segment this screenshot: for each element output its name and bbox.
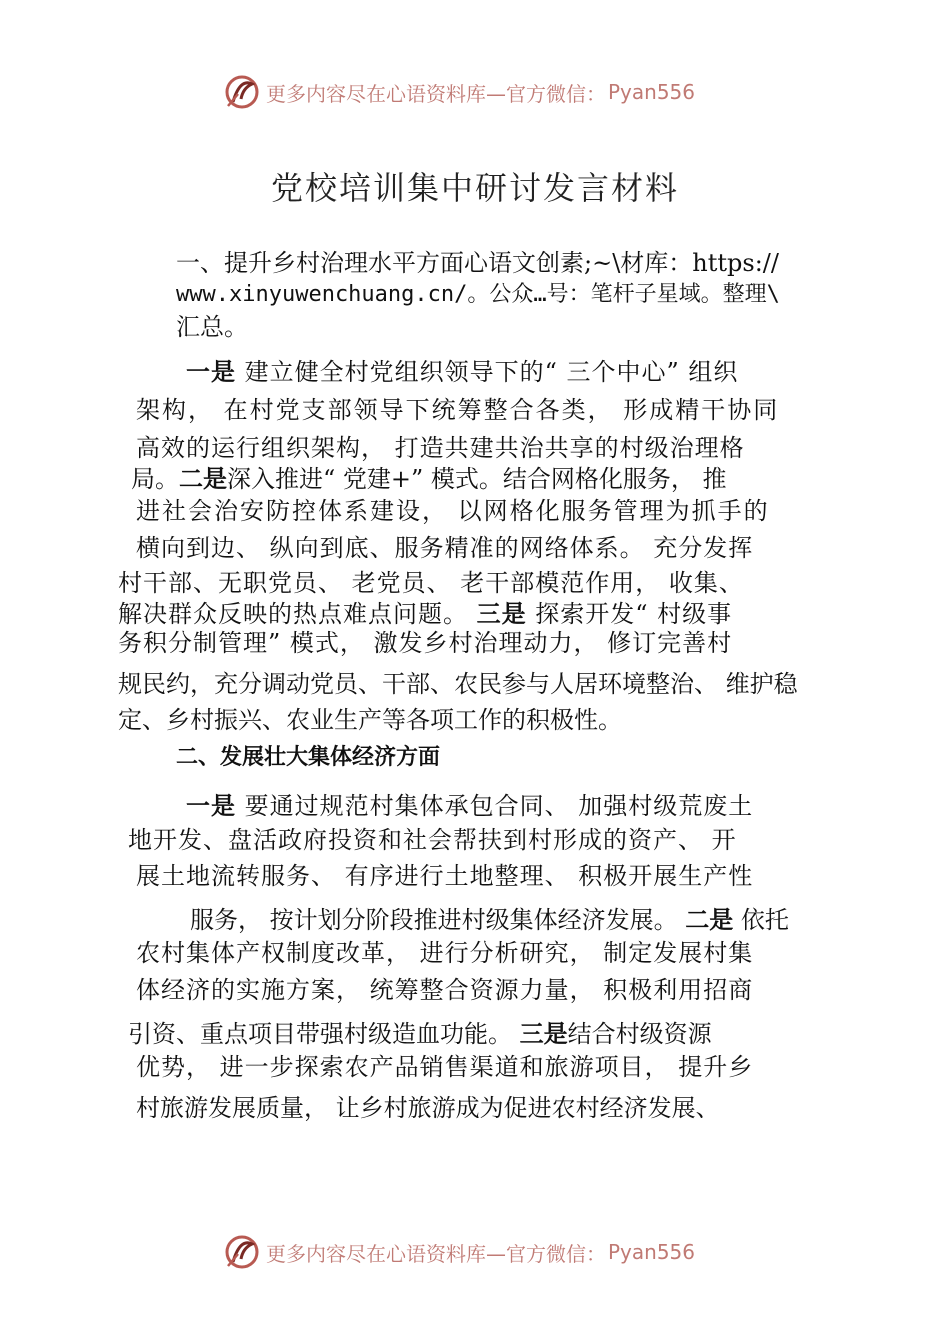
- section1-heading-line1: 一、提升乡村治理水平方面心语文创素;~\材库：https://: [176, 249, 779, 277]
- section1-paragraph-line: 村干部、无职党员、 老党员、 老干部模范作用， 收集、: [118, 569, 744, 597]
- watermark-text: 更多内容尽在心语资料库—官方微信：: [266, 1241, 606, 1266]
- section2-paragraph-line: 一是 要通过规范村集体承包合同、 加强村级荒废土: [186, 792, 754, 820]
- section1-paragraph-line: 局。二是深入推进“ 党建+” 模式。结合网格化服务， 推: [131, 465, 727, 493]
- section2-paragraph-line: 服务， 按计划分阶段推进村级集体经济发展。 二是 依托: [190, 906, 789, 934]
- section1-paragraph-line: 横向到边、 纵向到底、服务精准的网络体系。 充分发挥: [136, 534, 754, 562]
- keyword-second: 二是: [685, 906, 734, 934]
- section2-paragraph-line: 展土地流转服务、 有序进行土地整理、 积极开展生产性: [136, 862, 754, 890]
- keyword-third: 三是: [519, 1020, 568, 1048]
- section2-paragraph-line: 村旅游发展质量， 让乡村旅游成为促进农村经济发展、: [136, 1094, 720, 1122]
- section1-paragraph-line: 进社会治安防控体系建设， 以网格化服务管理为抓手的: [136, 497, 770, 525]
- document-title: 党校培训集中研讨发言材料: [270, 169, 679, 207]
- section1-paragraph-line: 务积分制管理” 模式， 激发乡村治理动力， 修订完善村: [118, 629, 733, 657]
- watermark-text: 更多内容尽在心语资料库—官方微信：: [266, 81, 606, 106]
- keyword-third: 三是: [476, 600, 527, 628]
- section1-paragraph-line: 一是 建立健全村党组织领导下的“ 三个中心” 组织: [186, 358, 739, 386]
- section2-paragraph-line: 优势， 进一步探索农产品销售渠道和旅游项目， 提升乡: [136, 1053, 754, 1081]
- section2-heading: 二、发展壮大集体经济方面: [176, 745, 441, 770]
- section1-paragraph-line: 高效的运行组织架构， 打造共建共治共享的村级治理格: [136, 434, 745, 462]
- keyword-second: 二是: [179, 465, 227, 493]
- section2-paragraph-line: 地开发、盘活政府投资和社会帮扶到村形成的资产、 开: [128, 826, 737, 854]
- section2-paragraph-line: 农村集体产权制度改革， 进行分析研究， 制定发展村集: [136, 939, 754, 967]
- watermark-banner-bottom: [222, 1230, 695, 1274]
- section2-paragraph-line: 体经济的实施方案， 统筹整合资源力量， 积极利用招商: [136, 976, 754, 1004]
- section1-heading-line3: 汇总。: [176, 313, 248, 341]
- logo-icon: [222, 72, 262, 112]
- watermark-banner-top: [222, 70, 695, 114]
- watermark-wechat-id: Pyan556: [608, 1240, 696, 1264]
- keyword-first: 一是: [186, 358, 236, 386]
- keyword-first: 一是: [186, 792, 236, 820]
- section1-paragraph-line: 架构， 在村党支部领导下统筹整合各类， 形成精干协同: [136, 396, 780, 424]
- logo-icon: [222, 1232, 262, 1272]
- section1-paragraph-line: 解决群众反映的热点难点问题。 三是 探索开发“ 村级事: [118, 600, 733, 628]
- section1-heading-line2: www.xinyuwenchuang.cn/。公众…号：笔杆子星域。整理\: [176, 282, 780, 307]
- watermark-wechat-id: Pyan556: [608, 80, 696, 104]
- section1-paragraph-line: 定、乡村振兴、农业生产等各项工作的积极性。: [118, 706, 622, 734]
- section2-paragraph-line: 引资、重点项目带强村级造血功能。 三是结合村级资源: [128, 1020, 712, 1048]
- section1-paragraph-line: 规民约，充分调动党员、干部、农民参与人居环境整治、 维护稳: [118, 670, 798, 698]
